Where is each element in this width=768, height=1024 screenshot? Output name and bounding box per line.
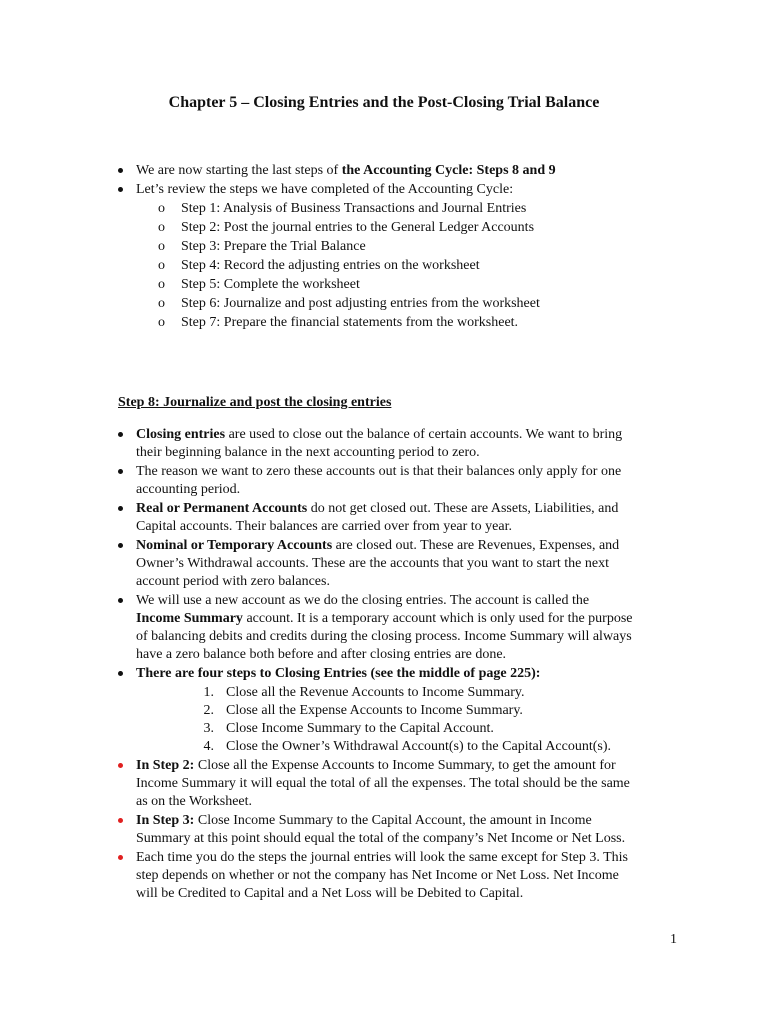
closing-entries-line	[136, 426, 622, 444]
intro-emphasis: the Accounting Cycle: Steps 8 and 9	[341, 163, 556, 178]
text: do not get closed out. These are Assets, Liabilities, and	[307, 501, 619, 516]
term: Income Summary	[136, 611, 243, 626]
each-time-line: will be Credited to Capital and a Net Loss will be Debited to Capital.	[136, 886, 524, 901]
closing-entries-line: their beginning balance in the next accounting period to zero.	[136, 445, 480, 460]
bullet	[118, 543, 123, 548]
step-item: Step 6: Journalize and post adjusting entries from the worksheet	[181, 296, 540, 311]
list-number: 1.	[203, 685, 214, 700]
red-bullet	[118, 855, 123, 860]
closing-step: Close Income Summary to the Capital Account.	[226, 721, 494, 736]
new-account-line: have a zero balance both before and after closing entries are done.	[136, 647, 507, 662]
list-number: 4.	[203, 739, 214, 754]
bullet	[118, 506, 123, 511]
new-account-line: of balancing debits and credits during the closing process. Income Summary will always	[136, 629, 632, 644]
step-item: Step 4: Record the adjusting entries on the worksheet	[181, 258, 480, 273]
step-item: Step 1: Analysis of Business Transactions and Journal Entries	[181, 201, 527, 216]
sub-bullet-marker: o	[158, 258, 165, 273]
bullet	[118, 598, 123, 603]
nominal-accounts-line	[136, 537, 619, 555]
sub-bullet-marker: o	[158, 201, 165, 216]
reason-line: accounting period.	[136, 482, 241, 497]
intro-text: We are now starting the last steps of	[136, 163, 342, 178]
bullet	[118, 469, 123, 474]
step-item: Step 5: Complete the worksheet	[181, 277, 360, 292]
sub-bullet-marker: o	[158, 239, 165, 254]
intro-bullet-1	[136, 162, 556, 180]
bullet	[118, 168, 123, 173]
step2-note-line: as on the Worksheet.	[136, 794, 253, 809]
page-number: 1	[670, 932, 677, 947]
each-time-line: Each time you do the steps the journal entries will look the same except for Step 3. This	[136, 850, 628, 865]
bullet	[118, 432, 123, 437]
reason-line: The reason we want to zero these accounts out is that their balances only apply for one	[136, 464, 622, 479]
sub-bullet-marker: o	[158, 220, 165, 235]
red-bullet	[118, 818, 123, 823]
term: In Step 3:	[136, 813, 195, 828]
section-heading: Step 8: Journalize and post the closing entries	[118, 395, 392, 410]
closing-step: Close all the Revenue Accounts to Income Summary.	[226, 685, 525, 700]
term: Closing entries	[136, 427, 226, 442]
term: Nominal or Temporary Accounts	[136, 538, 333, 553]
text: Close Income Summary to the Capital Account, the amount in Income	[194, 813, 592, 828]
step3-note-line	[136, 812, 592, 830]
nominal-accounts-line: Owner’s Withdrawal accounts. These are the accounts that you want to start the next	[136, 556, 609, 571]
sub-bullet-marker: o	[158, 315, 165, 330]
real-accounts-line	[136, 500, 618, 518]
step-item: Step 7: Prepare the financial statements from the worksheet.	[181, 315, 519, 330]
step2-note-line	[136, 757, 616, 775]
four-steps-heading: There are four steps to Closing Entries (see the middle of page 225):	[136, 666, 541, 681]
sub-bullet-marker: o	[158, 277, 165, 292]
closing-step: Close all the Expense Accounts to Income Summary.	[226, 703, 523, 718]
term: Real or Permanent Accounts	[136, 501, 308, 516]
bullet	[118, 187, 123, 192]
sub-bullet-marker: o	[158, 296, 165, 311]
page-title: Chapter 5 – Closing Entries and the Post-Closing Trial Balance	[168, 94, 600, 111]
closing-step: Close the Owner’s Withdrawal Account(s) to the Capital Account(s).	[226, 739, 611, 754]
new-account-line	[136, 610, 633, 628]
text: account. It is a temporary account which is only used for the purpose	[242, 611, 633, 626]
step3-note-line: Summary at this point should equal the total of the company’s Net Income or Net Loss.	[136, 831, 626, 846]
list-number: 3.	[203, 721, 214, 736]
step2-note-line: Income Summary it will equal the total of all the expenses. The total should be the same	[136, 776, 630, 791]
step-item: Step 2: Post the journal entries to the General Ledger Accounts	[181, 220, 535, 235]
text: Close all the Expense Accounts to Income Summary, to get the amount for	[194, 758, 616, 773]
list-number: 2.	[203, 703, 214, 718]
real-accounts-line: Capital accounts. Their balances are carried over from year to year.	[136, 519, 513, 534]
red-bullet	[118, 763, 123, 768]
intro-bullet-2: Let’s review the steps we have completed of the Accounting Cycle:	[136, 182, 514, 197]
text: are closed out. These are Revenues, Expenses, and	[332, 538, 620, 553]
nominal-accounts-line: account period with zero balances.	[136, 574, 330, 589]
term: In Step 2:	[136, 758, 195, 773]
new-account-line: We will use a new account as we do the closing entries. The account is called the	[136, 593, 590, 608]
bullet	[118, 671, 123, 676]
each-time-line: step depends on whether or not the company has Net Income or Net Loss. Net Income	[136, 868, 619, 883]
text: are used to close out the balance of certain accounts. We want to bring	[225, 427, 623, 442]
step-item: Step 3: Prepare the Trial Balance	[181, 239, 366, 254]
